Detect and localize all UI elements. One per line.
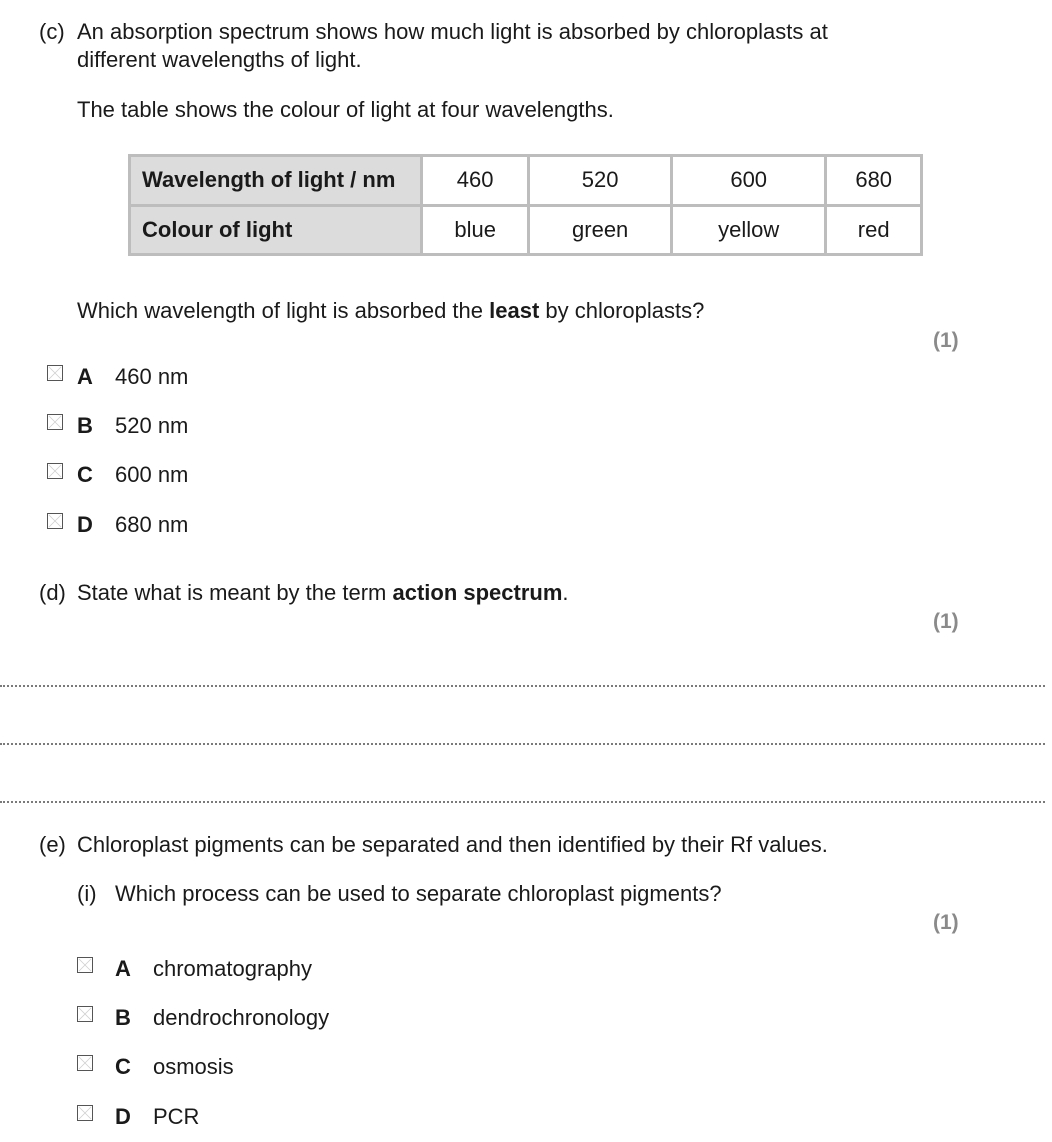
part-e-label: (e) (39, 832, 66, 857)
checkbox-icon[interactable] (47, 414, 63, 430)
wavelength-colour-table (128, 154, 923, 256)
option-text: dendrochronology (153, 1005, 330, 1030)
checkbox-icon[interactable] (47, 365, 63, 381)
part-e-sub-label: (i) (77, 881, 97, 906)
table-cell: blue (422, 205, 529, 255)
table-cell: 680 (826, 156, 922, 206)
question-text: by chloroplasts? (539, 298, 705, 323)
option-text: 520 nm (115, 413, 189, 438)
option-letter: D (115, 1104, 131, 1129)
checkbox-icon[interactable] (77, 1105, 93, 1121)
option-text: osmosis (153, 1054, 234, 1079)
option-letter: C (77, 462, 93, 487)
table-intro: The table shows the colour of light at four wavelengths. (77, 97, 614, 122)
answer-line[interactable] (0, 685, 1045, 687)
option-letter: B (115, 1005, 131, 1030)
checkbox-icon[interactable] (47, 513, 63, 529)
part-e-sub-question: Which process can be used to separate chloroplast pigments? (115, 881, 722, 906)
table-cell: yellow (672, 205, 826, 255)
checkbox-icon[interactable] (77, 1055, 93, 1071)
question-text: Which wavelength of light is absorbed the (77, 298, 490, 323)
option-letter: A (115, 956, 131, 981)
part-c-question (77, 300, 704, 322)
answer-line[interactable] (0, 801, 1045, 803)
part-c-option-c[interactable] (0, 462, 600, 487)
table-cell: 520 (529, 156, 672, 206)
part-e-option-d[interactable] (0, 1104, 600, 1129)
part-c-option-a[interactable] (0, 364, 600, 389)
part-c-intro-line1: An absorption spectrum shows how much light is absorbed by chloroplasts at (77, 19, 828, 44)
option-letter: C (115, 1054, 131, 1079)
question-text: State what is meant by the term (77, 580, 393, 605)
table-cell: red (826, 205, 922, 255)
checkbox-icon[interactable] (77, 957, 93, 973)
option-text: PCR (153, 1104, 200, 1129)
table-cell: 460 (422, 156, 529, 206)
option-text: chromatography (153, 956, 312, 981)
option-text: 600 nm (115, 462, 189, 487)
question-text: . (562, 580, 569, 605)
part-e-intro: Chloroplast pigments can be separated and then identified by their Rf values. (77, 832, 828, 857)
answer-line[interactable] (0, 743, 1045, 745)
part-d-marks: (1) (933, 610, 959, 633)
part-c-marks: (1) (933, 329, 959, 352)
checkbox-icon[interactable] (77, 1006, 93, 1022)
table-row-header: Colour of light (130, 205, 422, 255)
part-c-intro-line2: different wavelengths of light. (77, 47, 362, 72)
question-emphasis: action spectrum (392, 580, 563, 605)
part-e-option-c[interactable] (0, 1054, 600, 1079)
part-e-option-a[interactable] (0, 956, 600, 981)
table-row (130, 156, 922, 206)
part-c-option-b[interactable] (0, 413, 600, 438)
checkbox-icon[interactable] (47, 463, 63, 479)
part-e-option-b[interactable] (0, 1005, 600, 1030)
question-emphasis: least (489, 298, 540, 323)
option-text: 460 nm (115, 364, 189, 389)
part-d-question (77, 582, 569, 604)
part-c-label: (c) (39, 19, 65, 44)
part-c-option-d[interactable] (0, 512, 600, 537)
option-letter: D (77, 512, 93, 537)
option-letter: A (77, 364, 93, 389)
table-cell: 600 (672, 156, 826, 206)
table-row (130, 205, 922, 255)
option-letter: B (77, 413, 93, 438)
table-row-header: Wavelength of light / nm (130, 156, 422, 206)
part-d-label: (d) (39, 580, 66, 605)
table-cell: green (529, 205, 672, 255)
option-text: 680 nm (115, 512, 189, 537)
part-e-marks: (1) (933, 911, 959, 934)
